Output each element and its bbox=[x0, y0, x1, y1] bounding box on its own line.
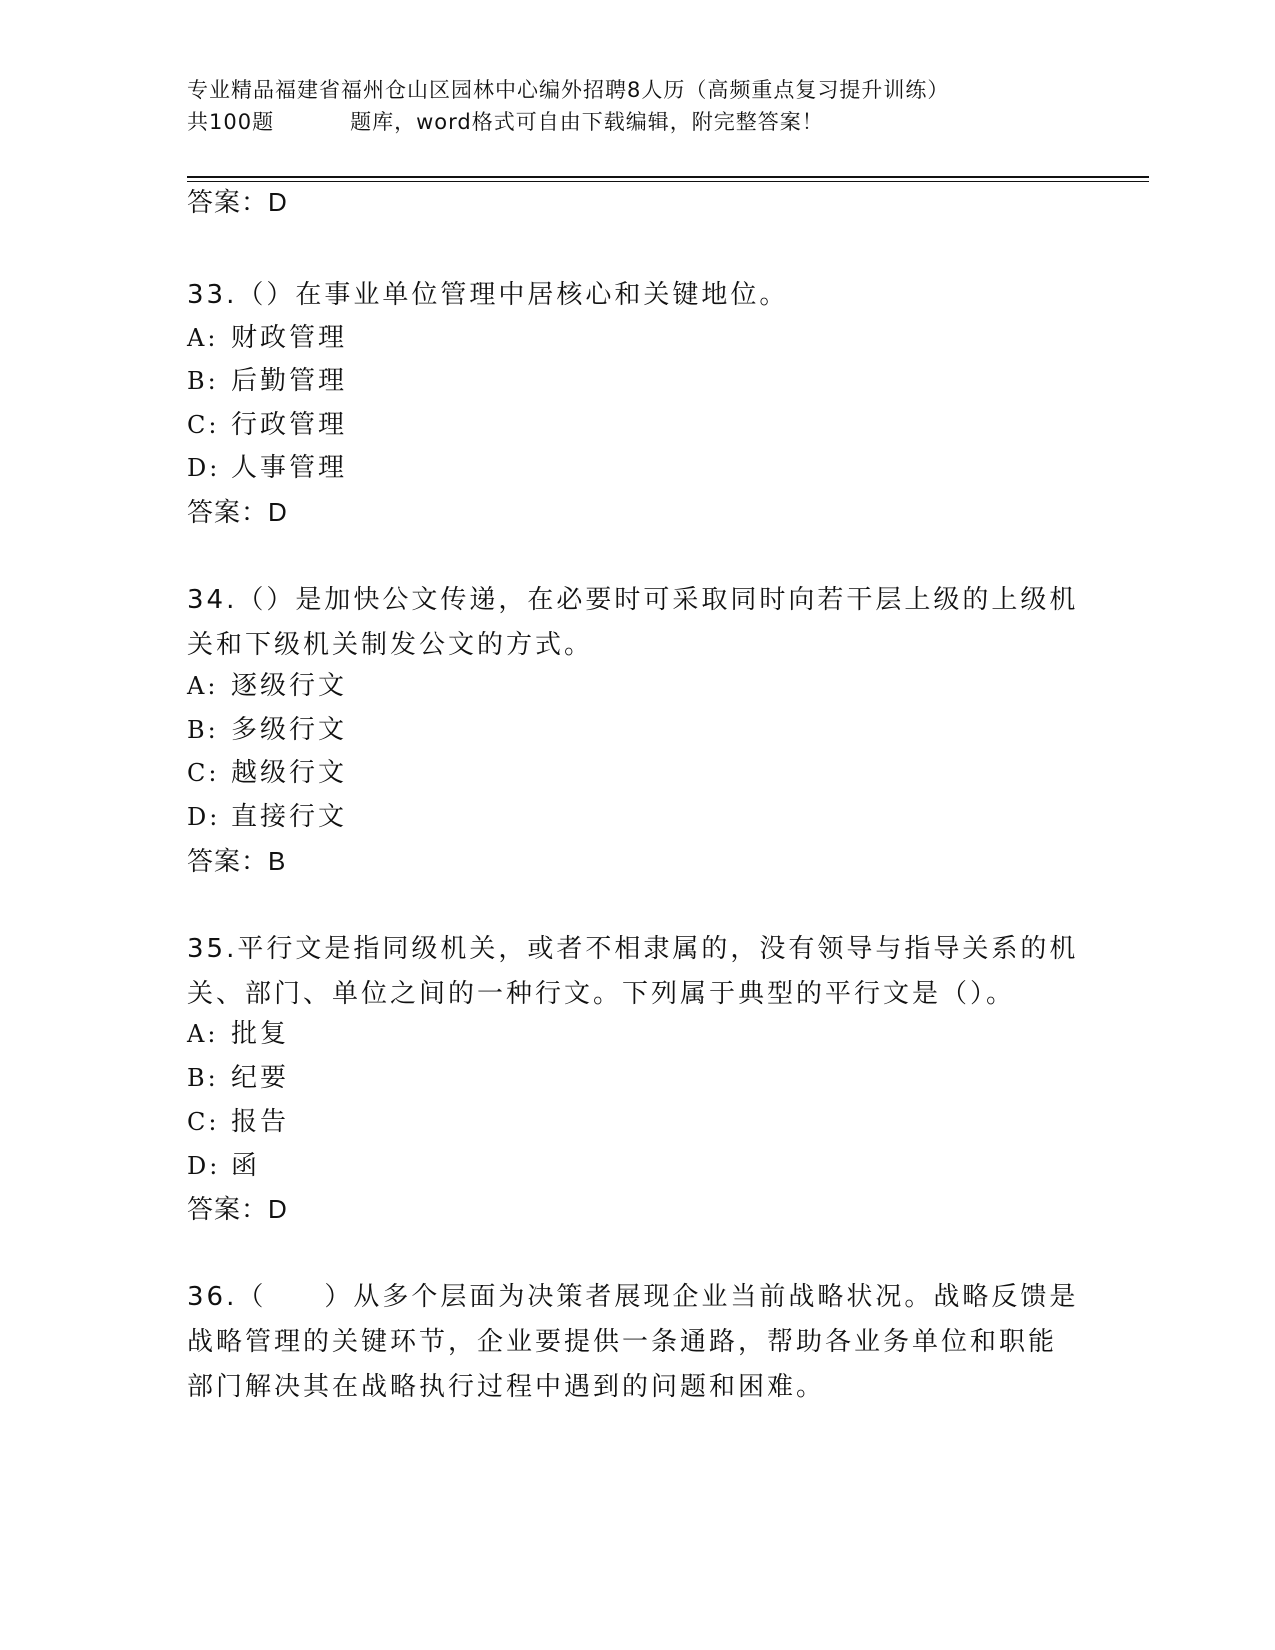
question-35-answer: 答案：D bbox=[187, 1194, 288, 1224]
question-34-option-c: C: 越级行文 bbox=[187, 758, 348, 788]
question-33-option-d: D: 人事管理 bbox=[187, 453, 348, 483]
question-34-option-d: D: 直接行文 bbox=[187, 802, 348, 832]
question-34-option-b: B: 多级行文 bbox=[187, 715, 348, 745]
question-35-option-c: C: 报告 bbox=[187, 1107, 290, 1137]
question-33-stem: 33.（）在事业单位管理中居核心和关键地位。 bbox=[187, 280, 789, 310]
previous-answer: 答案：D bbox=[187, 187, 288, 217]
question-35-option-d: D: 函 bbox=[187, 1151, 261, 1181]
document-header bbox=[187, 74, 1087, 138]
header-subtitle-line bbox=[187, 106, 1087, 138]
question-33-option-b: B: 后勤管理 bbox=[187, 366, 348, 396]
question-35-option-a: A: 批复 bbox=[187, 1019, 290, 1049]
header-rule-thin bbox=[187, 181, 1149, 182]
question-33-option-c: C: 行政管理 bbox=[187, 410, 348, 440]
header-rule-thick bbox=[187, 176, 1149, 178]
question-34-answer: 答案：B bbox=[187, 846, 287, 876]
question-34-stem: 34.（）是加快公文传递，在必要时可采取同时向若干层上级的上级机 关和下级机关制发公文的方式。 bbox=[187, 585, 1079, 660]
question-35-option-b: B: 纪要 bbox=[187, 1063, 290, 1093]
header-question-count: 共100题 bbox=[187, 110, 275, 134]
question-35-stem: 35.平行文是指同级机关，或者不相隶属的，没有领导与指导关系的机 关、部门、单位之间的一种行文。下列属于典型的平行文是（）。 bbox=[187, 934, 1079, 1009]
question-33-option-a: A: 财政管理 bbox=[187, 323, 348, 353]
question-34-option-a: A: 逐级行文 bbox=[187, 671, 348, 701]
question-33-answer: 答案：D bbox=[187, 497, 288, 527]
question-36-stem: 36.（ ）从多个层面为决策者展现企业当前战略状况。战略反馈是 战略管理的关键环节，企业要提供一条通路，帮助各业务单位和职能 部门解决其在战略执行过程中遇到的问题和困难。 bbox=[187, 1282, 1079, 1402]
header-title-line: 专业精品福建省福州仓山区园林中心编外招聘8人历（高频重点复习提升训练） bbox=[187, 78, 950, 102]
header-format-note: 题库，word格式可自由下载编辑，附完整答案！ bbox=[350, 110, 824, 134]
